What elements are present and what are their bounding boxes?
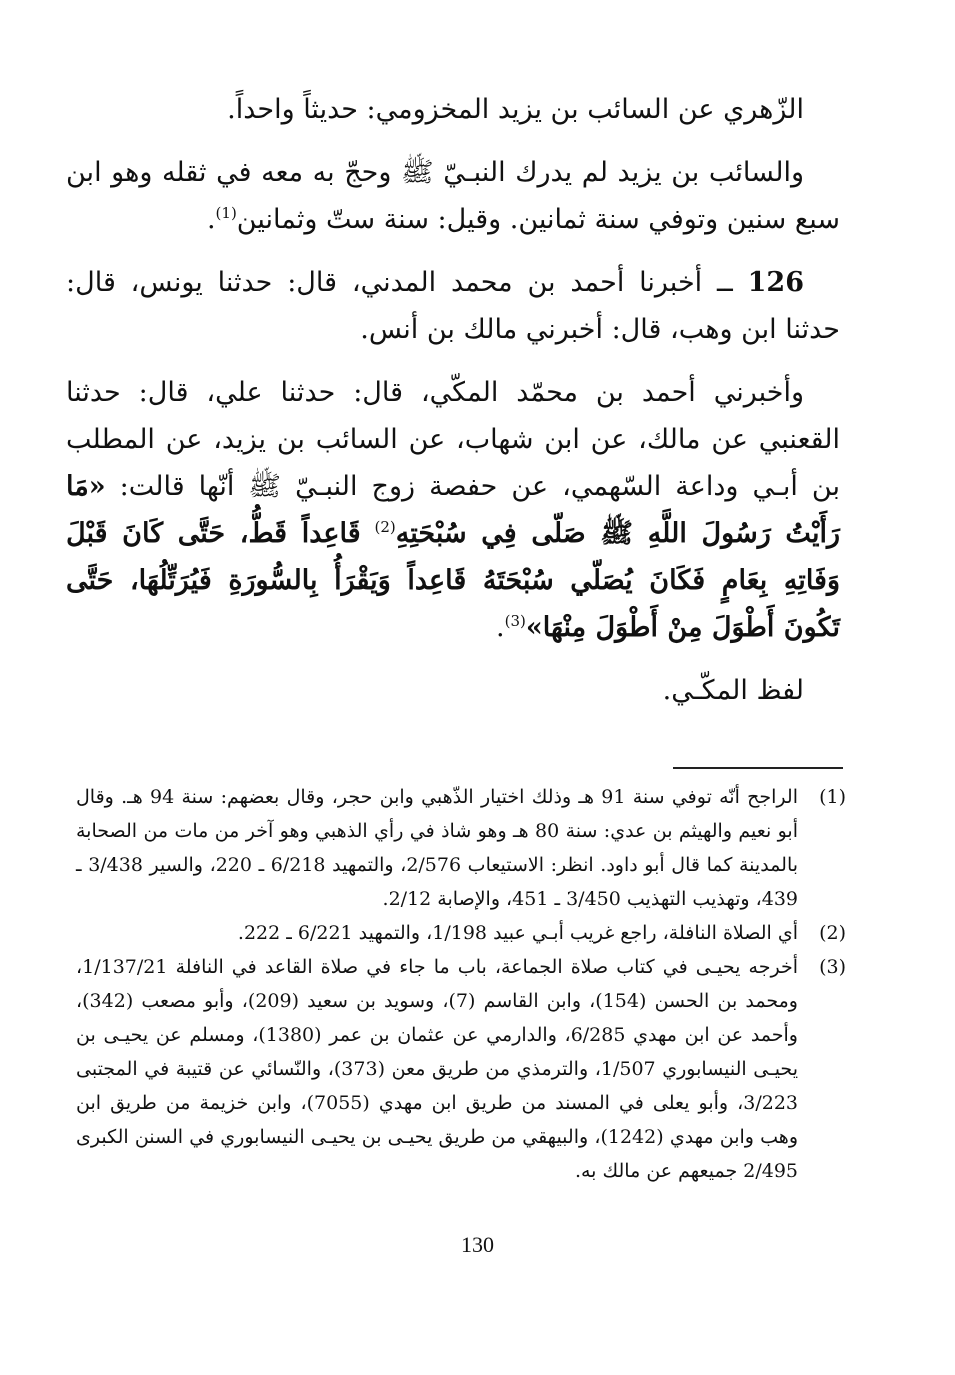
hadith-number: 126 — [747, 267, 804, 298]
paragraph-5 — [66, 667, 840, 714]
paragraph-1 — [66, 86, 840, 133]
footnote-text: أي الصلاة النافلة، راجع غريب أبـي عبيد 1/198، والتمهيد 6/221 ـ 222. — [237, 922, 798, 944]
closing-text: لفظ المكّـي. — [662, 675, 804, 706]
footnote-number: (1) — [819, 786, 846, 808]
paragraph-4 — [66, 369, 840, 651]
hadith-quote-part-1: «مَا رَأَيْتُ رَسُولَ اللَّهِ ﷺ صَلّى فِي سُبْحَتِهِ — [66, 471, 840, 549]
footnote — [76, 950, 846, 1188]
paragraph-2-end: . — [206, 204, 216, 235]
paragraph-4-text: وأخبرني أحمد بن محمّد المكّي، قال: حدثنا علي، قال: حدثنا القعنبي عن مالك، عن ابن شهاب، عن السائب بن يزيد، عن المطلب بن أبـي وداعة السّهمي، عن حفصة زوج النبـيّ ﷺ أنّها قالت: — [66, 377, 840, 502]
footnotes — [76, 780, 846, 1188]
paragraph-3-text: ــ أخبرنا أحمد بن محمد المدني، قال: حدثنا يونس، قال: حدثنا ابن وهب، قال: أخبرني مالك بن أنس. — [66, 267, 840, 345]
footnote — [76, 916, 846, 950]
footnote-text: الراجح أنّه توفي سنة 91 هـ وذلك اختيار الذّهبي وابن حجر، وقال بعضهم: سنة 94 هـ. وقال أبو نعيم والهيثم بن عدي: سنة 80 هـ وهو شاذ في رأي الذهبي وهو آخر من مات من الصحابة بالمدينة كما قال أبو داود. انظر: الاستيعاب 2/576، والتمهيد 6/218 ـ 220، والسير 3/438 ـ 439، وتهذيب التهذيب 3/450 ـ 451، والإصابة 2/12. — [76, 786, 799, 910]
footnote-ref-3: (3) — [504, 612, 526, 630]
paragraph-2-text: والسائب بن يزيد لم يدرك النبـيّ ﷺ وحجّ به معه في ثقله وهو ابن سبع سنين وتوفي سنة ثمانين. وقيل: سنة ستّ وثمانين — [66, 157, 840, 235]
footnote-ref-2: (2) — [374, 518, 396, 536]
footnote-text: أخرجه يحيـى في كتاب صلاة الجماعة، باب ما جاء في صلاة القاعد في النافلة 1/137/21، ومحمد بن الحسن (154)، وابن القاسم (7)، وسويد بن سعيد (209)، وأبو مصعب (342)، وأحمد عن ابن مهدي 6/285، والدارمي عن عثمان بن عمر (1380)، ومسلم عن يحيـى بن يحيـى النيسابوري 1/507، والترمذي من طريق معن (373)، والنّسائي عن قتيبة في المجتبى 3/223، وأبو يعلى في المسند من طريق ابن مهدي (7055)، وابن خزيمة من طريق ابن وهب وابن مهدي (1242)، والبيهقي من طريق يحيـى بن يحيـى النيسابوري في السنن الكبرى 2/495 جميعهم عن مالك به. — [76, 956, 799, 1182]
page-number: 130 — [461, 1232, 494, 1257]
footnote-separator — [673, 767, 843, 769]
main-text — [66, 86, 840, 714]
footnote-number: (2) — [819, 922, 846, 944]
paragraph-4-end: . — [496, 612, 505, 643]
footnote-ref-1: (1) — [215, 204, 237, 222]
paragraph-2 — [66, 149, 840, 243]
footnote — [76, 780, 846, 916]
hadith-quote-part-2: قَاعِداً قَطُّ، حَتَّى كَانَ قَبْلَ وَفَاتِهِ بِعَامٍ فَكَانَ يُصَلّي سُبْحَتَهُ قَاعِداً وَيَقْرَأُ بِالسُّورَةِ فَيُرَتِّلُهَا، حَتَّى تَكُونَ أَطْوَلَ مِنْ أَطْوَلَ مِنْهَا» — [66, 518, 840, 643]
paragraph-3 — [66, 259, 840, 353]
footnote-number: (3) — [819, 956, 846, 978]
paragraph-1-text: الزّهري عن السائب بن يزيد المخزومي: حديثاً واحداً. — [227, 94, 804, 125]
